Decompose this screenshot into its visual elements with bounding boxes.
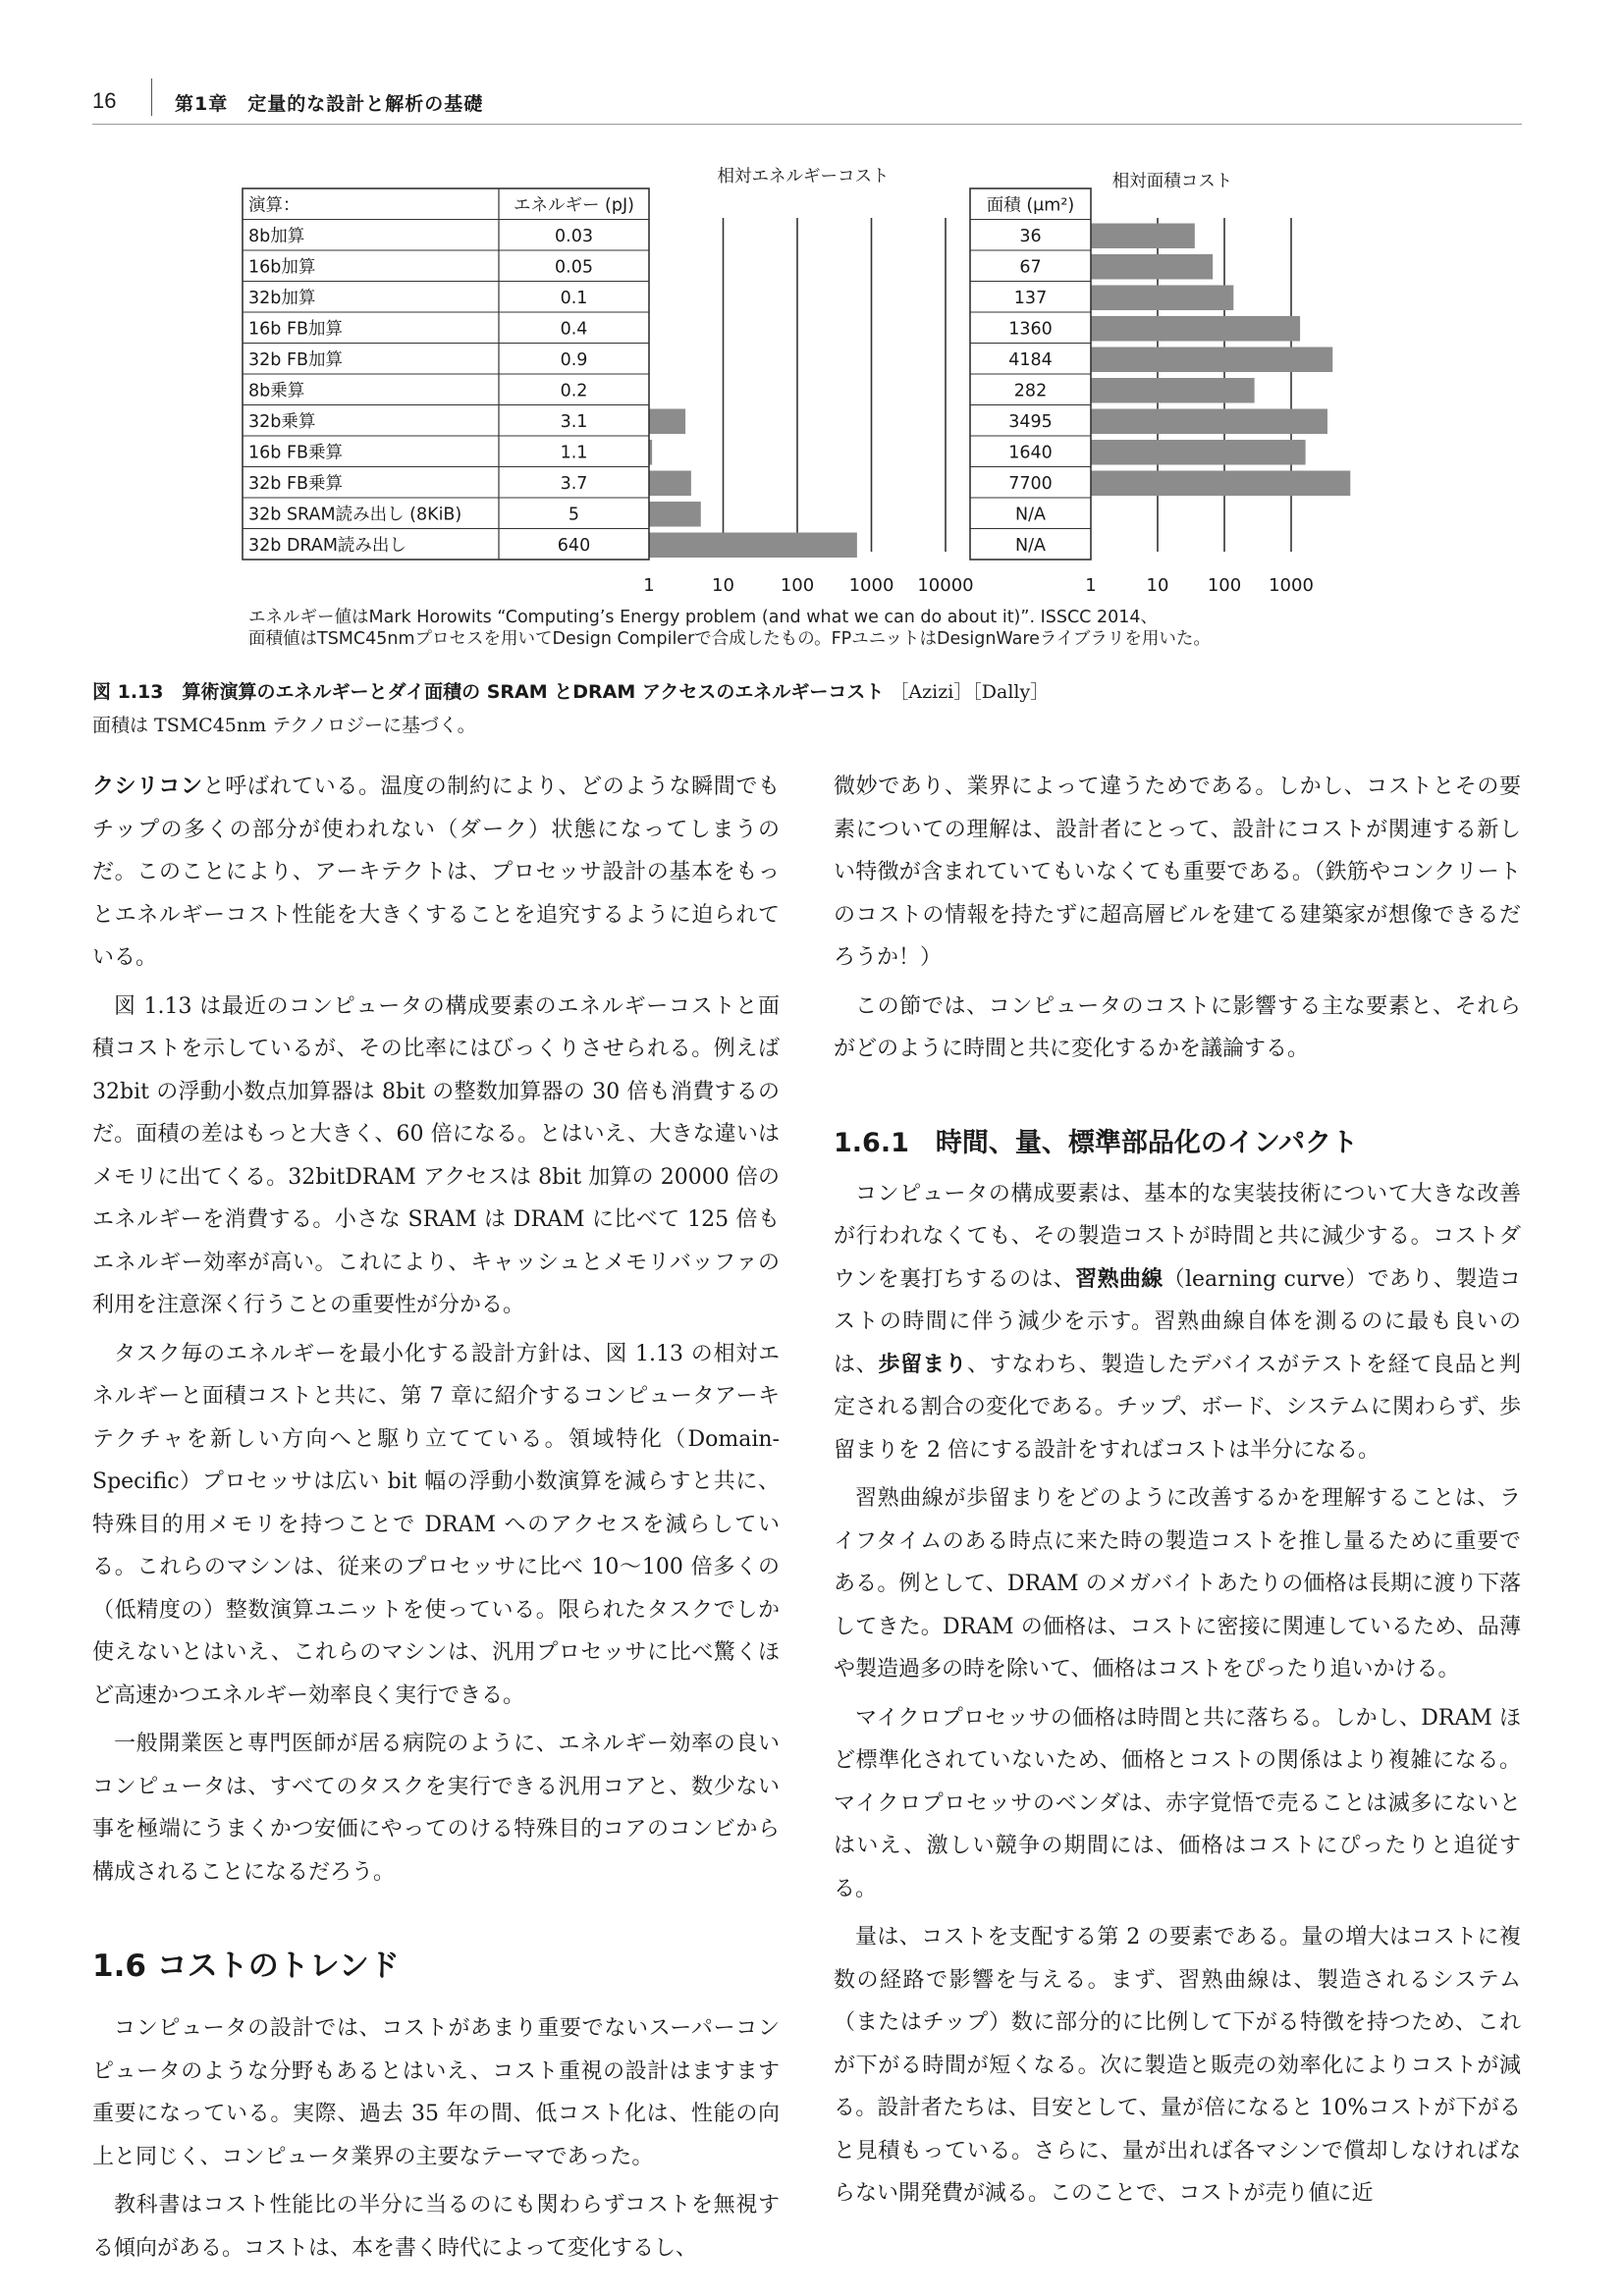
table-header-operation: 演算： [248,195,300,216]
table-area-value: N/A [1015,536,1046,556]
table-operation-label: 8b乗算 [248,381,305,401]
paragraph: 教科書はコスト性能比の半分に当るのにも関わらずコストを無視する傾向がある。コストは、本を書く時代によって変化するし、 [92,2193,780,2261]
paragraph-text: 、すなわち、製造したデバイスがテストを経て良品と判定される割合の変化である。チップ、ボード、システムに関わらず、歩留まりを 2 倍にする設計をすればコストは半分になる。 [834,1352,1521,1463]
caption-references: ［Azizi］［Dally］ [890,681,1050,703]
energy-bar [649,533,857,559]
chapter-title: 第1章 定量的な設計と解析の基礎 [175,93,484,115]
table-operation-label: 16b FB加算 [248,319,344,340]
table-operation-label: 32b FB加算 [248,350,344,370]
area-tick-label: 1000 [1269,575,1314,596]
table-area-value: 1360 [1008,319,1053,340]
area-bar [1091,286,1233,311]
table-area-value: 7700 [1008,474,1053,494]
table-header-area: 面積 (μm²) [986,195,1075,216]
paragraph: タスク毎のエネルギーを最小化する設計方針は、図 1.13 の相対エネルギーと面積コストと共に、第 7 章に紹介するコンピュータアーキテクチャを新しい方向へと駆り立てている。領域特化（Domain-Specific）プロセッサは広い bit 幅の浮動小数演算を減らすと共に、特殊目的用メモリを持つことで DRAM へのアクセスを減らしている。これらのマシンは、従来のプロセッサに比べ 10〜100 倍多くの（低精度の）整数演算ユニットを使っている。限られたタスクでしか使えないとはいえ、これらのマシンは、汎用プロセッサに比べ驚くほど高速かつエネルギー効率良く実行できる。 [92,1341,780,1708]
table-header-energy: エネルギー (pJ) [514,195,634,216]
energy-chart-title: 相対エネルギーコスト [717,167,890,187]
table-energy-value: 1.1 [560,443,588,463]
table-area-value: 3495 [1008,412,1053,432]
paragraph-text: と呼ばれている。温度の制約により、どのような瞬間でもチップの多くの部分が使われない（ダーク）状態になってしまうのだ。このことにより、アーキテクトは、プロセッサ設計の基本をもっとエネルギーコスト性能を大きくすることを追究するように迫られている。 [92,774,780,970]
table-area-value: 67 [1019,257,1042,278]
area-bar [1091,224,1195,249]
energy-bar [649,409,685,435]
area-bar [1091,254,1213,280]
area-bar [1091,316,1300,342]
figure-1-13 [0,157,1624,658]
paragraph: 習熟曲線が歩留まりをどのように改善するかを理解することは、ライフタイムのある時点に来た時の製造コストを推し量るために重要である。例として、DRAM のメガバイトあたりの価格は長期に渡り下落してきた。DRAM の価格は、コストに密接に関連しているため、品薄や製造過多の時を除いて、価格はコストをぴったり追いかける。 [834,1486,1521,1682]
paragraph: この節では、コンピュータのコストに影響する主な要素と、それらがどのように時間と共に変化するかを議論する。 [834,993,1521,1061]
table-operation-label: 32b SRAM読み出し (8KiB) [248,505,462,525]
paragraph: 量は、コストを支配する第 2 の要素である。量の増大はコストに複数の経路で影響を与える。まず、習熟曲線は、製造されるシステム（またはチップ）数に部分的に比例して下がる特徴を持つため、これが下がる時間が短くなる。次に製造と販売の効率化によりコストが減る。設計者たちは、目安として、量が倍になると 10%コストが下がると見積もっている。さらに、量が出れば各マシンで償却しなければならない開発費が減る。このことで、コストが売り値に近 [834,1925,1521,2206]
subsection-heading: 1.6.1 時間、量、標準部品化のインパクト [834,1127,1358,1158]
table-energy-value: 0.05 [555,257,593,278]
running-header [92,84,1522,125]
header-divider [151,79,152,116]
area-chart-title: 相対面積コスト [1111,172,1233,191]
table-operation-label: 8b加算 [248,227,305,246]
table-area-value: 4184 [1008,350,1053,370]
energy-tick-label: 10000 [917,575,974,596]
table-area-value: 36 [1019,227,1042,246]
caption-subtext: 面積は TSMC45nm テクノロジーに基づく。 [92,715,476,736]
caption-title: 図 1.13 算術演算のエネルギーとダイ面積の SRAM とDRAM アクセスのエネルギーコスト [92,681,885,703]
table-area-value: 1640 [1008,443,1053,463]
paragraph [92,766,780,980]
area-bar [1091,378,1255,403]
energy-bar [649,502,701,527]
key-term: クシリコン [92,774,203,799]
key-term: 習熟曲線 [1075,1265,1164,1292]
area-bar [1091,440,1306,465]
area-bar [1091,347,1332,373]
figure-caption [92,675,1526,742]
table-operation-label: 32b FB乗算 [248,474,344,494]
area-tick-label: 100 [1207,575,1242,596]
paragraph-text: （learning curve）であり、製造コストの時間に伴う減少を示す。習熟曲線自体を測るのに最も良いのは、 [834,1266,1521,1377]
energy-tick-label: 1 [643,575,655,596]
table-operation-label: 32b乗算 [248,412,316,432]
paragraph [834,1173,1521,1472]
table-area-value: N/A [1015,505,1046,525]
table-energy-value: 0.03 [555,227,593,246]
energy-bar [649,471,691,497]
table-energy-value: 640 [557,536,591,556]
table-operation-label: 16b FB乗算 [248,443,344,463]
area-tick-label: 10 [1146,575,1169,596]
energy-area-chart [0,157,1624,648]
table-energy-value: 0.9 [560,350,588,370]
table-operation-label: 32b加算 [248,289,316,308]
table-energy-value: 0.1 [560,289,588,308]
figure-note-line-1: エネルギー値はMark Horowits “Computing’s Energy problem (and what we can do about it)”. ISSCC 2014、 [248,608,1158,627]
table-energy-value: 5 [568,505,580,525]
paragraph: コンピュータの設計では、コストがあまり重要でないスーパーコンピュータのような分野もあるとはいえ、コスト重視の設計はますます重要になっている。実際、過去 35 年の間、低コスト化は、性能の向上と同じく、コンピュータ業界の主要なテーマであった。 [92,2016,780,2169]
energy-tick-label: 10 [712,575,734,596]
paragraph-text: コンピュータの構成要素は、基本的な実装技術について大きな改善が行われなくても、その製造コストが時間と共に減少する。コストダウンを裏打ちするのは、 [834,1181,1521,1292]
area-tick-label: 1 [1085,575,1097,596]
table-operation-label: 16b加算 [248,257,316,278]
table-energy-value: 3.7 [560,474,588,494]
table-energy-value: 3.1 [560,412,588,432]
paragraph: 図 1.13 は最近のコンピュータの構成要素のエネルギーコストと面積コストを示しているが、その比率にはびっくりさせられる。例えば 32bit の浮動小数点加算器は 8bit の整数加算器の 30 倍も消費するのだ。面積の差はもっと大きく、60 倍になる。とはいえ、大きな違いはメモリに出てくる。32bitDRAM アクセスは 8bit 加算の 20000 倍のエネルギーを消費する。小さな SRAM は DRAM に比べて 125 倍もエネルギー効率が高い。これにより、キャッシュとメモリバッファの利用を注意深く行うことの重要性が分かる。 [92,993,780,1317]
energy-tick-label: 1000 [848,575,894,596]
section-heading: 1.6 コストのトレンド [92,1949,400,1984]
table-operation-label: 32b DRAM読み出し [248,536,406,556]
table-area-value: 137 [1013,289,1048,308]
energy-tick-label: 100 [780,575,815,596]
paragraph: 一般開業医と専門医師が居る病院のように、エネルギー効率の良いコンピュータは、すべてのタスクを実行できる汎用コアと、数少ない事を極端にうまくかつ安価にやってのける特殊目的コアのコンビから構成されることになるだろう。 [92,1732,780,1885]
table-energy-value: 0.4 [560,319,588,340]
right-column [834,766,1521,2216]
key-term: 歩留まり [878,1351,968,1377]
figure-source-note [248,607,1211,650]
table-energy-value: 0.2 [560,381,588,401]
table-area-value: 282 [1013,381,1048,401]
figure-note-line-2: 面積値はTSMC45nmプロセスを用いてDesign Compilerで合成したもの。FPユニットはDesignWareライブラリを用いた。 [248,629,1211,649]
paragraph: マイクロプロセッサの価格は時間と共に落ちる。しかし、DRAM ほど標準化されていないため、価格とコストの関係はより複雑になる。マイクロプロセッサのベンダは、赤字覚悟で売ることは滅多にないとはいえ、激しい競争の期間には、価格はコストにぴったりと追従する。 [834,1705,1521,1901]
left-column [92,766,780,2269]
page-number: 16 [92,88,117,113]
paragraph: 微妙であり、業界によって違うためである。しかし、コストとその要素についての理解は、設計者にとって、設計にコストが関連する新しい特徴が含まれていてもいなくても重要である。（鉄筋やコンクリートのコストの情報を持たずに超高層ビルを建てる建築家が想像できるだろうか！） [834,774,1521,970]
area-bar [1091,409,1327,435]
area-bar [1091,471,1350,497]
